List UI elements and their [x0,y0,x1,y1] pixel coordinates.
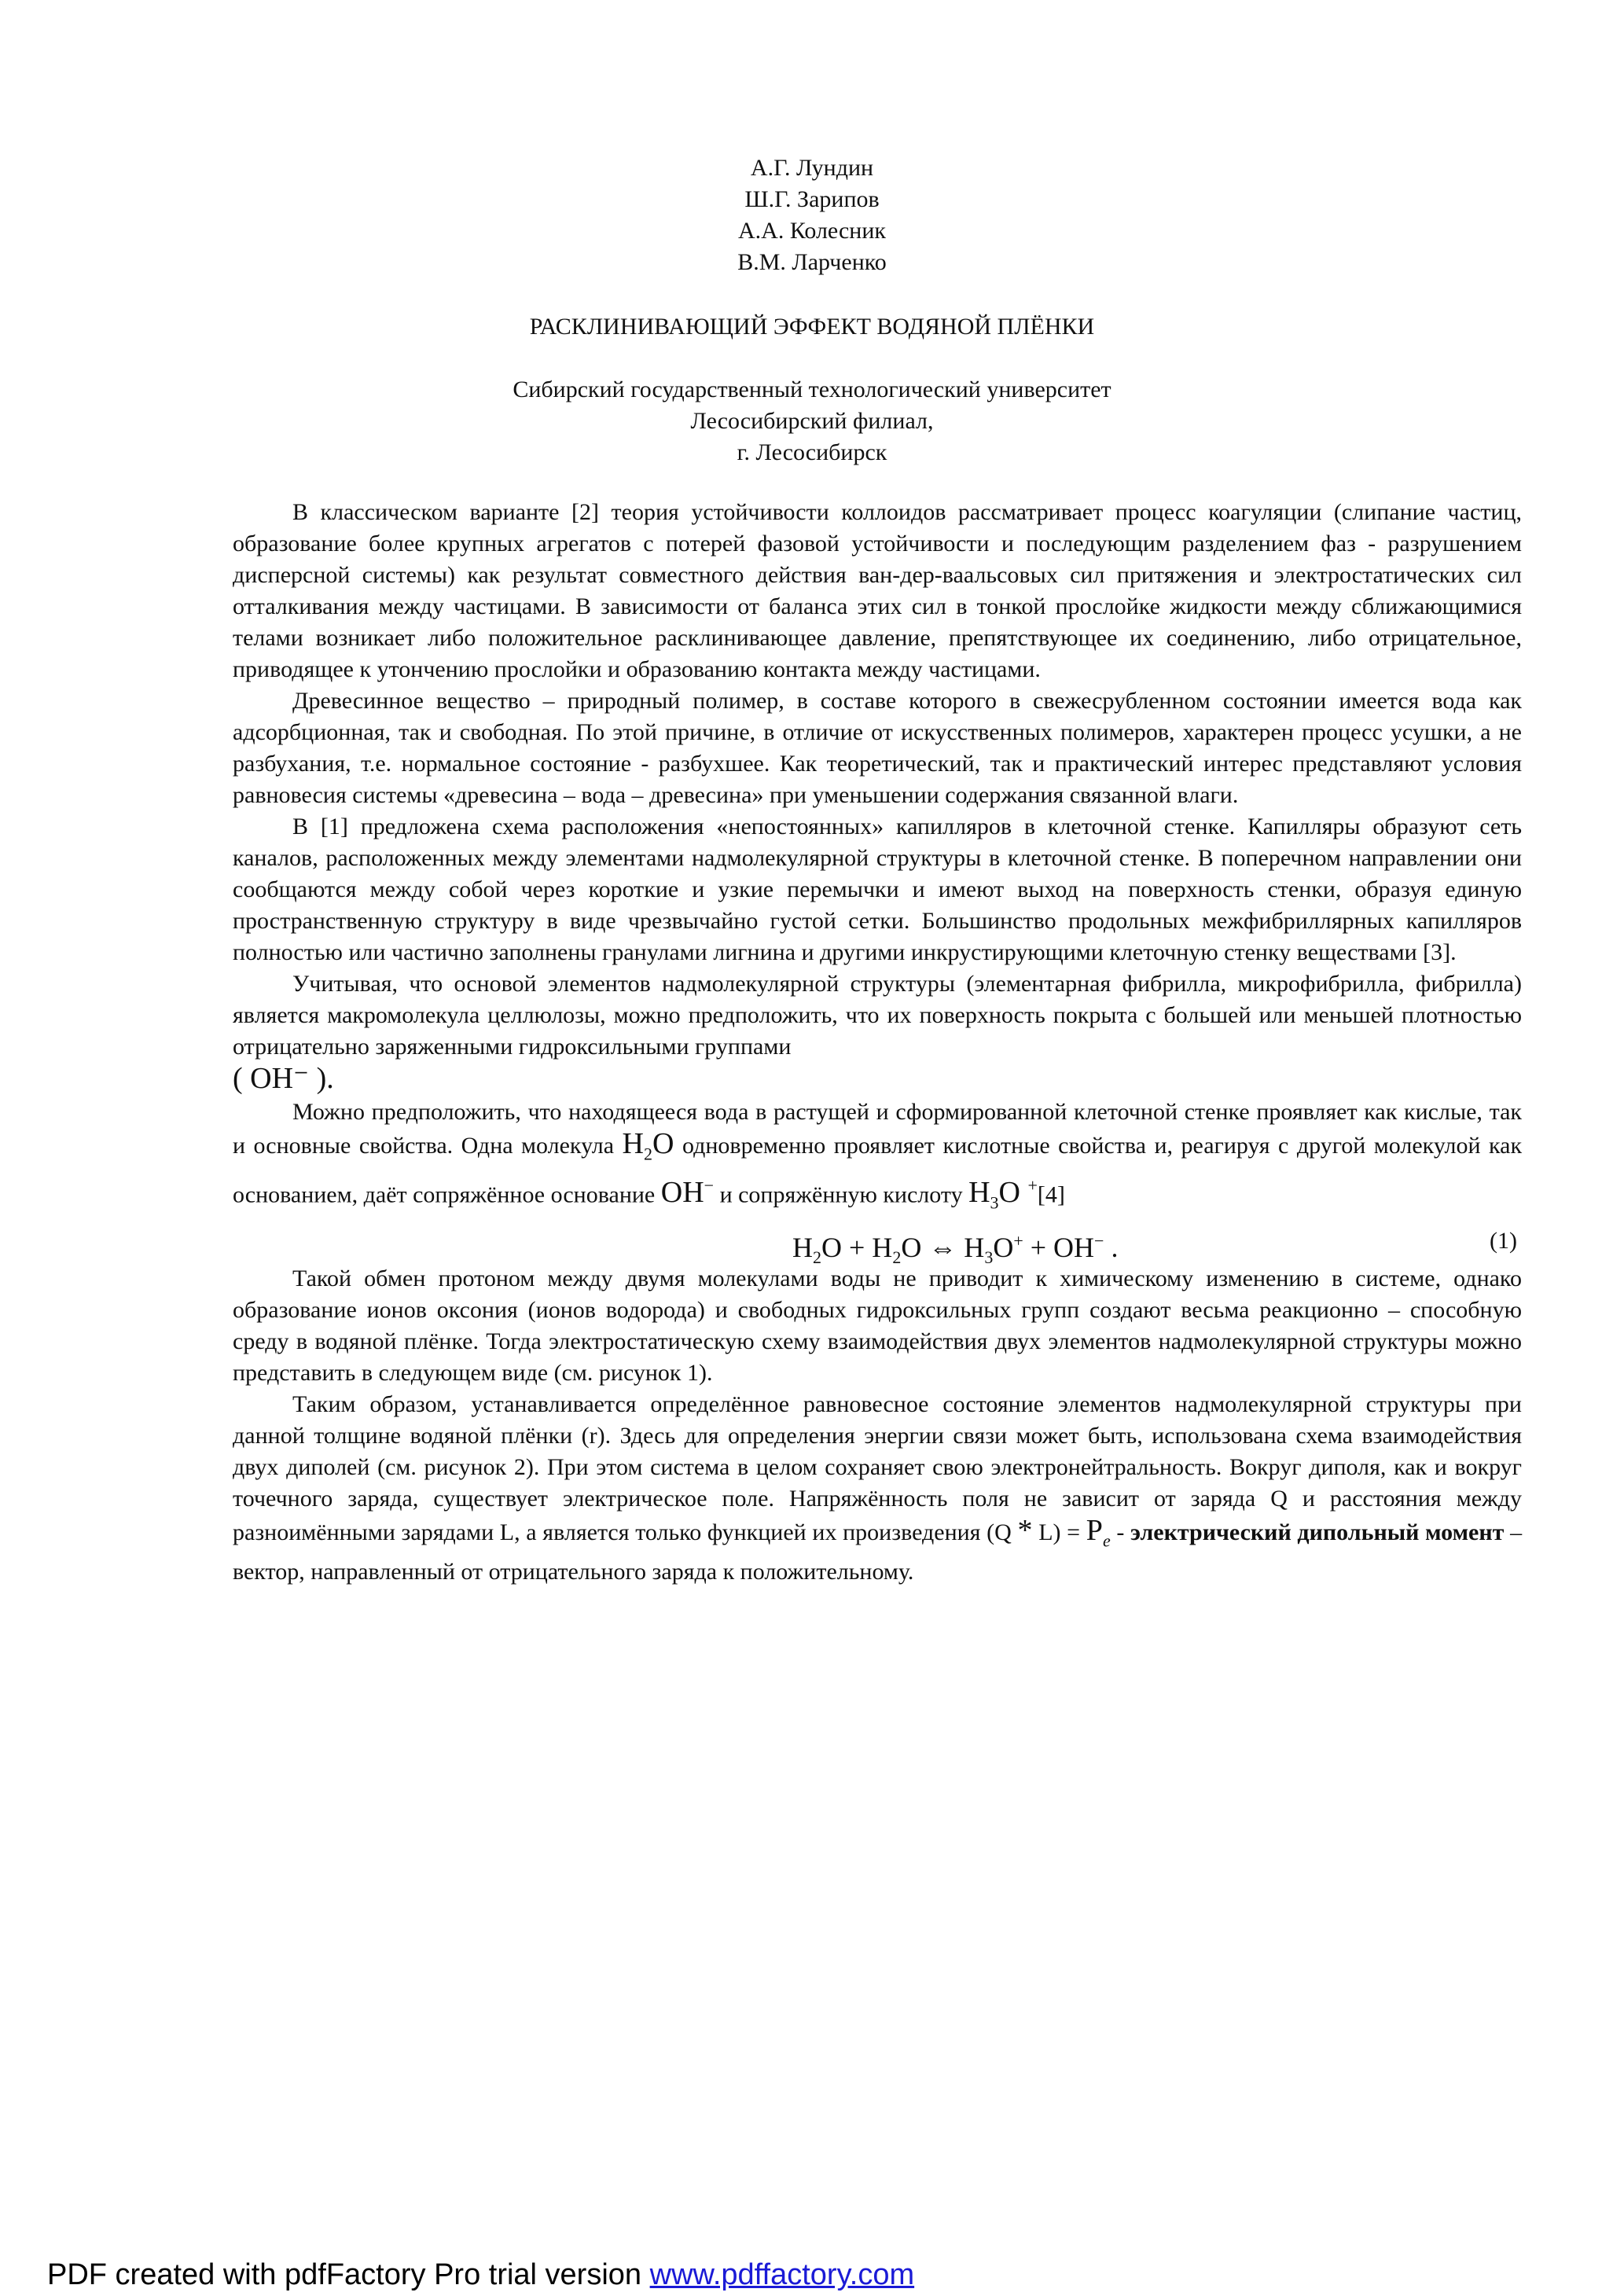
paragraph-5-text-a: Можно предположить, что находящееся вода в растущей и сформированной клеточной стенке проявляет как кислые, так и основные свойства. Одна молекула [233,1099,1522,1159]
paragraph-7: Таким образом, устанавливается определённое равновесное состояние элементов надмолекулярной структуры при данной толщине водяной плёнки (r). Здесь для определения энергии связи может быть, использована схема взаимодействия двух диполей (см. рисунок 2). При этом система в целом сохраняет свою электронейтральность. Вокруг диполя, как и вокруг точечного заряда, существует электрическое поле. Напряжённость поля не зависит от заряда Q и расстояния между разноимёнными зарядами L, а является только функцией их произведения $(Q * L) = P_e$ - электрический дипольный момент – вектор, направленный от отрицательного заряда к положительному. [233,1390,1523,1585]
water-formula: $H_2O$ [622,1127,674,1164]
dipole-moment-term: электрический дипольный момент [1130,1519,1505,1545]
paragraph-4 [233,968,1522,1097]
paragraph-3: В [1] предложена схема расположения «непостоянных» капилляров в клеточной стенке. Капилляры образуют сеть каналов, расположенных между элементами надмолекулярной структуры в клеточной стенке. В поперечном направлении они сообщаются между собой через короткие и узкие перемычки и имеют выход на поверхность стенки, образуя единую пространственную структуру в виде чрезвычайно густой сетки. Большинство продольных межфибриллярных капилляров полностью или частично заполнены гранулами лигнина и другими инкрустирующими клеточную стенку веществами [3]. [233,814,1522,965]
hydroxide-formula: OH− [660,1175,715,1210]
author: А.А. Колесник [738,218,886,244]
paragraph-7-text-a: Таким образом, устанавливается определённое равновесное состояние элементов надмолекулярной структуры при данной толщине водяной плёнки (r). Здесь для определения энергии связи может быть, использована схема взаимодействия двух диполей (см. рисунок 2). При этом система в целом сохраняет свою электронейтральность. Вокруг диполя, как и вокруг точечного заряда, существует электрическое поле. Напряжённость поля не зависит от заряда Q и расстояния между разноимёнными зарядами L, а является только функцией их произведения (Q [233,1390,1522,1545]
hydroxyl-formula: ( OH⁻ ). [233,1062,334,1095]
affiliation [0,374,1624,468]
footer-link[interactable]: www.pdffactory.com [649,2258,915,2291]
dipole-symbol: $P_e$ [1086,1513,1111,1551]
footer-text: PDF created with pdfFactory Pro trial version [47,2258,642,2291]
hydronium-formula: $H_3O$ + [968,1175,1038,1213]
paper-title: РАСКЛИНИВАЮЩИЙ ЭФФЕКТ ВОДЯНОЙ ПЛЁНКИ [529,314,1095,340]
equation-number: (1) [1490,1227,1517,1254]
paragraph-5 [233,1097,1522,1219]
affiliation-line: г. Лесосибирск [737,439,887,465]
paragraph-1: В классическом варианте [2] теория устойчивости коллоидов рассматривает процесс коагуляции (слипание частиц, образование более крупных агрегатов с потерей фазовой устойчивости и последующим разделением фаз - разрушением дисперсной системы) как результат совместного действия ван-дер-ваальсовых сил притяжения и электростатических сил отталкивания между частицами. В зависимости от баланса этих сил в тонкой прослойке жидкости между сближающимися телами возникает либо положительное расклинивающее давление, препятствующее их соединению, либо отрицательное, приводящее к утончению прослойки и образованию контакта между частицами. [233,499,1522,682]
paragraph-2: Древесинное вещество – природный полимер, в составе которого в свежесрубленном состоянии имеется вода как адсорбционная, так и свободная. По этой причине, в отличие от искусственных полимеров, характерен процесс усушки, а не разбухания, т.е. нормальное состояние - разбухшее. Как теоретический, так и практический интерес представляют условия равновесия системы «древесина – вода – древесина» при уменьшении содержания связанной влаги. [233,688,1522,808]
affiliation-line: Лесосибирский филиал, [690,408,934,434]
autoionization-equation: $H_2O + H_2O$ ⇔ $H_3O^+ + OH^-$ . [792,1230,1119,1268]
multiply-symbol: * [1017,1513,1033,1547]
paragraph-7-text-c: – вектор, направленный от отрицательного заряда к положительному. [233,1519,1523,1585]
author-list [0,152,1624,278]
author: А.Г. Лундин [750,155,874,181]
affiliation-line: Сибирский государственный технологический университет [513,377,1111,402]
equation-row [233,1219,1522,1268]
author: В.М. Ларченко [737,249,887,275]
paragraph-5-text-c: и сопряжённую кислоту [719,1181,963,1208]
paragraph-7-text-b: L) = [1038,1519,1081,1545]
paragraph-5-ref: [4] [1037,1181,1065,1208]
paragraph-4-text: Учитывая, что основой элементов надмолекулярной структуры (элементарная фибрилла, микрофибрилла, фибрилла) является макромолекула целлюлозы, можно предположить, что их поверхность покрыта с большей или меньшей плотностью отрицательно заряженными гидроксильными группами [233,971,1522,1060]
paragraph-5-text-b: одновременно проявляет кислотные свойства и, реагируя с другой молекулой как основанием, даёт сопряжённое основание [233,1133,1523,1208]
author: Ш.Г. Зарипов [744,186,880,212]
paper-body [233,497,1522,1588]
pdf-footer [47,2257,914,2293]
paragraph-6: Такой обмен протоном между двумя молекулами воды не приводит к химическому изменению в системе, однако образование ионов оксония (ионов водорода) и свободных гидроксильных групп создают весьма реакционно – способную среду в водяной плёнке. Тогда электростатическую схему взаимодействия двух элементов надмолекулярной структуры можно представить в следующем виде (см. рисунок 1). [233,1265,1522,1386]
